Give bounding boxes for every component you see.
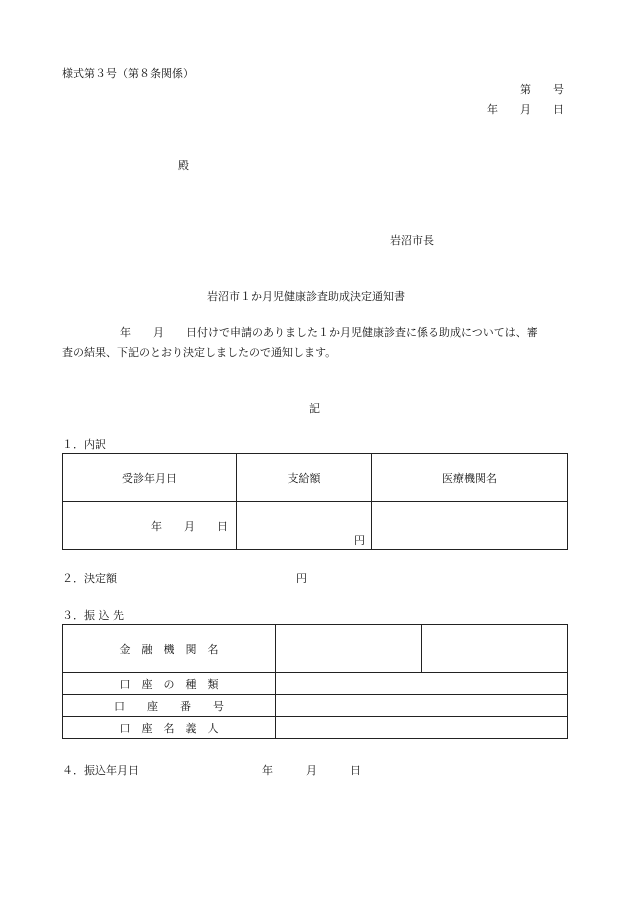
exam-date-placeholder: 年 月 日 bbox=[151, 520, 228, 533]
branch-name-cell[interactable] bbox=[422, 625, 568, 673]
amount-cell[interactable] bbox=[237, 502, 372, 550]
document-number: 第 号 bbox=[520, 83, 564, 96]
account-holder-cell[interactable] bbox=[276, 717, 568, 739]
account-type-label: 口 座 の 種 類 bbox=[63, 673, 276, 695]
account-number-label: 口 座 番 号 bbox=[63, 695, 276, 717]
section-3-label: ３．振 込 先 bbox=[62, 609, 124, 622]
bank-name-cell[interactable] bbox=[276, 625, 422, 673]
document-title: 岩沼市１か月児健康診査助成決定通知書 bbox=[207, 290, 405, 303]
decided-amount-unit: 円 bbox=[296, 572, 307, 585]
account-number-cell[interactable] bbox=[276, 695, 568, 717]
transfer-date-placeholder: 年 月 日 bbox=[262, 764, 361, 777]
body-line-1: 年 月 日付けで申請のありました１か月児健康診査に係る助成については、審 bbox=[120, 326, 538, 339]
exam-date-cell[interactable] bbox=[63, 502, 237, 550]
addressee-suffix: 殿 bbox=[178, 159, 189, 172]
institution-cell[interactable] bbox=[372, 502, 568, 550]
amount-unit: 円 bbox=[354, 534, 365, 547]
header-institution: 医療機関名 bbox=[372, 454, 568, 502]
bank-name-label: 金 融 機 関 名 bbox=[63, 625, 276, 673]
section-1-label: １．内訳 bbox=[62, 438, 106, 451]
issuer: 岩沼市長 bbox=[390, 234, 434, 247]
body-line-2: 査の結果、下記のとおり決定しましたので通知します。 bbox=[62, 346, 337, 359]
breakdown-table bbox=[62, 453, 568, 550]
ki-heading: 記 bbox=[309, 402, 320, 415]
section-4-label: ４．振込年月日 bbox=[62, 764, 139, 777]
header-amount: 支給額 bbox=[237, 454, 372, 502]
account-type-cell[interactable] bbox=[276, 673, 568, 695]
header-exam-date: 受診年月日 bbox=[63, 454, 237, 502]
account-holder-label: 口 座 名 義 人 bbox=[63, 717, 276, 739]
form-id: 様式第３号（第８条関係） bbox=[62, 67, 194, 80]
transfer-table bbox=[62, 624, 568, 739]
document-date: 年 月 日 bbox=[487, 103, 564, 116]
section-2-label: ２．決定額 bbox=[62, 572, 117, 585]
